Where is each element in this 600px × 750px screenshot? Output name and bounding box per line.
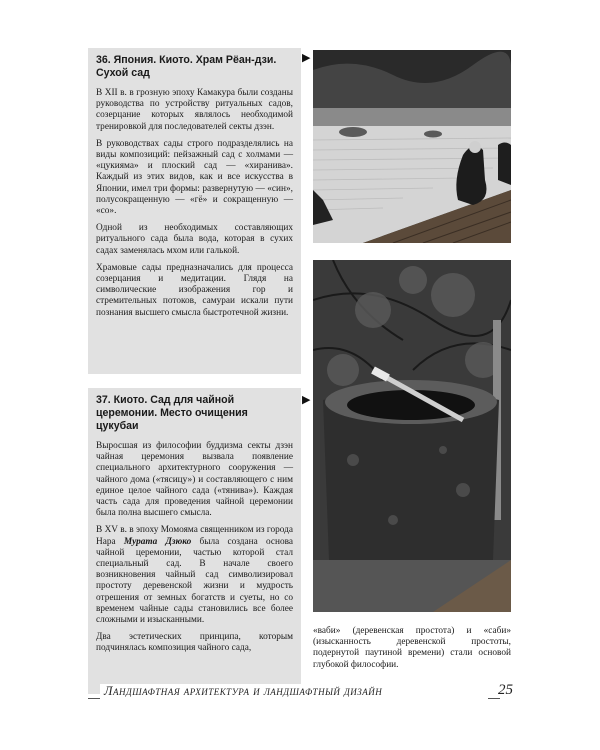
section-36-paragraph-2: В руководствах сады строго подразделялись на виды композиций: пейзажный сад с холмами — «цукияма» и плоский сад — «хиранива». Каждый из этих видов, как и все искусства в Японии, имел три формы: развернутую — «син», полусокращенную — «гё» и сокращенную — «со». bbox=[96, 138, 293, 217]
photo-caption-continuation: «ваби» (деревенская простота) и «саби» (изысканность деревенской простоты, подернутой паутиной времени) стали основой глубокой философии. bbox=[313, 626, 511, 670]
arrow-right-icon: ▶ bbox=[302, 394, 311, 406]
running-footer-title: Ландшафтная архитектура и ландшафтный дизайн bbox=[100, 684, 488, 699]
section-37-paragraph-2 bbox=[96, 525, 293, 626]
section-37-paragraph-1: Выросшая из философии буддизма секты дзэн чайная церемония вызвала появление специального архитектурного сооружения — чайного дома («тясицу») и составляющего с ним единое целое чайного сада («тянива»). Каждая часть сада для проведения чайной церемонии была полна высшего смысла. bbox=[96, 441, 293, 519]
page-number: 25 bbox=[498, 682, 513, 698]
section-36-paragraph-1: В XII в. в грозную эпоху Камакура были созданы руководства по устройству ритуальных садов, созерцание которых являлось необходимой тренировкой для последователей секты дзэн. bbox=[96, 88, 293, 132]
section-36-panel bbox=[88, 48, 301, 374]
section-37-paragraph-3: Два эстетических принципа, которым подчинялась композиция чайного сада, bbox=[96, 632, 293, 654]
section-36-heading: 36. Япония. Киото. Храм Рёан-дзи. Сухой сад bbox=[96, 54, 277, 79]
author-name: Мурата Дзюко bbox=[123, 536, 192, 547]
arrow-right-icon: ▶ bbox=[302, 52, 311, 64]
text-column bbox=[88, 48, 301, 694]
section-36-paragraph-3: Одной из необходимых составляющих ритуального сада была вода, которая в сухих садах заменялась мхом или галькой. bbox=[96, 223, 293, 256]
section-37-panel bbox=[88, 388, 301, 694]
ryoanji-garden-photo bbox=[313, 50, 511, 243]
tsukubai-photo bbox=[313, 260, 511, 612]
p2-after: была создана основа чайной церемонии, частью которой стал специальный сад. В начале своего возникновения чайный сад символизировал простоту деревенской жизни и мудрость отрешения от земных богатств и суеты, но со временем чайные сады становились все более сложными и изысканными. bbox=[96, 536, 293, 626]
section-37-heading: 37. Киото. Сад для чайной церемонии. Место очищения цукубаи bbox=[96, 394, 248, 432]
section-36-paragraph-4: Храмовые сады предназначались для процесса созерцания и медитации. Глядя на символические изображения гор и стремительных потоков, самураи искали пути познания высшего смысла быстротечной жизни. bbox=[96, 262, 293, 318]
p2-before: В XV в. в эпоху Момояма священником из города Нара bbox=[96, 525, 293, 547]
